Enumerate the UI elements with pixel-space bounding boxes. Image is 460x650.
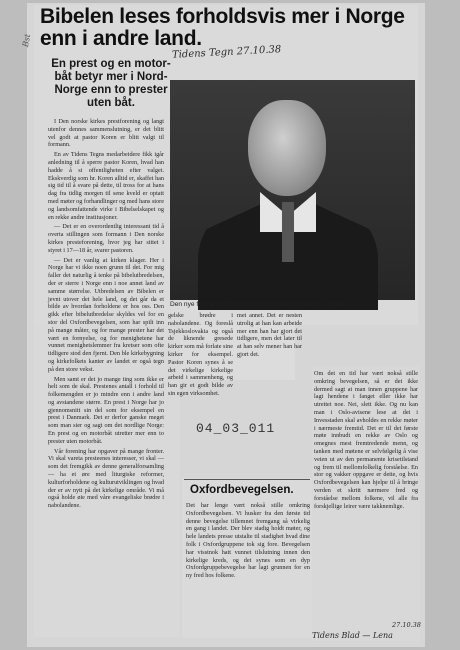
portrait-tie [282,202,294,262]
center-column-2: met annet. Det er nesten utrolig at han kan arbeide mer enn han har gjort det tidligere, men det later til at han selv mener han har gjort det. [237,312,302,358]
center-column-1: gelske brødre i nabolandene. Og foreslå Tsjekkoslovakia og også de liknende gresede kirker som må forlate sine kirker for eksempel. Pastor Koren synes å se det virkelige kirkelige arbeid i sammenheng, og han gir et godt bilde av sin egen virksomhet. [168,312,233,397]
side-handwriting: Bst [21,33,33,48]
oxford-text: Det har lenge vært nokså stille omkring Oxfordbevegelsen. Vi husker fra den første tid denne bevegelse tillemnet fremgang så virkelig en gang i landet. Der blev stadig holdt møter, og hele landets presse utstalte til stadighet hvad dine folk i Oxfordgruppene tok sig fore. Bevegelsen har visstnok hatt vunnet tilslutning innen den kirkelige kreds, og det synes som en dyp Oxfordgruppebevegelse har lagt grunnen for en ny fred hos folkene. [186,502,310,580]
left-paragraph: I Den norske kirkes prestforening og langt utenfor dennes sammenslutning, er det blitt vel godt at pastor Koren er blitt valgt til formann. [48,118,164,149]
left-paragraph: En av Tidens Tegns medarbeidere fikk igår anledning til å sperre pastor Koren, hvad han hadde å si offentligheten efter valget. Ekskverdig som hr. Koren alltid er, skaffet han sig tid til å svare på dette, til tross for at hans dag fra tidlig morgen til sene kveld er optatt med møter og forhandlinger og med hans store og landsomfattende virke i Bibelselskapet og en rekke andre institusjoner. [48,151,164,221]
left-paragraph: Men samt er det jo mange ting som ikke er helt som de skal. Prestenes antall i forhold til folkemengden er jo mindre enn i andre land og avstandene større. En prest i Norge har jo gjennomsnitt sin del som for eksempel en prest i Danmark. Det er derfor ganske meget som man sier og sagt om det nordlige Norge: En prest og en motorbåt utretter mer enn to prester uten motorbåt. [48,375,164,445]
bottom-handwriting: Tidens Blad — Lena [312,631,393,640]
portrait-head [248,100,326,196]
archive-stamp: 04_03_011 [196,421,276,436]
headline: Bibelen leses forholdsvis mer i Norge enn i andre land. [40,5,405,50]
subheadline: En prest og en motor-båt betyr mer i Nord-Norge enn to prester uten båt. [51,58,171,109]
oxford-rule [184,479,310,480]
oxford-title: Oxfordbevegelsen. [190,484,294,496]
bottom-date-handwriting: 27.10.38 [392,621,421,629]
right-article-column: Om det en tid har vært nokså stille omkring bevegelsen, så er det ikke dermed sagt at man innen gruppene har lagt hendene i fanget eller ikke har utrettet noe. Nei, slett ikke. Og nu kan man i Oslo-avisene lese at det i Invesstaden skal avholdes en rekke møter i nærmeste fremtid. Det er til det første møte innbudt en rekke av Oslo og omegnes mest fremtredende menn, og tanken med møtene er selvfølgelig å vise veien ut av den permanente krisetilstand og frem til mellomfolkelig forståelse. En stor og vakker oppgave er dette, og hvis Oxfordbevegelsen kan hjelpe til å bringe verden et skritt nærmere fred og forståelse mellom folkene, vil alle fra forskjellige leirer være takknemlige. [314,370,418,510]
top-handwriting: Tidens Tegn 27.10.38 [171,44,282,61]
left-paragraph: — Det er vanlig at kirken klager. Her i Norge har vi ikke noen grunn til det. For mig faller det naturlig å tenke på bibelutbredelsen, der er sterre i Norge enn i noe annet land av samme størrelse. Utbredelsen av Bibelen er jevnt utover det hele land, og det går da et bilde av hvordan forholdene er hos oss. Den gikk efter bibelutbredelse skyldes vel for en stor del Oxfordbevegelsen, som har spilt inn på mange måter, og for mange prester har det vært en fornyelse, og for menighetene har vunnet menighetslemmer fra kretser som ofte tidligere stod den fjernt. Den ble kirkebygning og kirkefolkets kanter av landet er også tegn på den store vekst. [48,256,164,373]
left-paragraph: Vår forening har opgaver på mange fronter. Vi skal vareta presteenes interesser, vi skal — som det fremgikk av denne generalforsamling — ha et øre med liturgiske reformer, kulturforholdene og kulturutviklingen og hvad der er av nytt på det kirkelige område. Vi må også holde øie med våre evangeliske brødre i nabolandene. [48,447,164,510]
left-paragraph: — Det er en overordentlig interessant tid å overta stillingen som formann i Den norske kirkes presteforening, hvor jeg har sittet i styret i 17—18 år, svarer pastoren. [48,223,164,254]
portrait-photo [170,80,415,300]
photo-caption: Den nye formann i Den norske prestforening pastor L. Koren. [170,301,349,308]
left-article-column [48,118,164,635]
